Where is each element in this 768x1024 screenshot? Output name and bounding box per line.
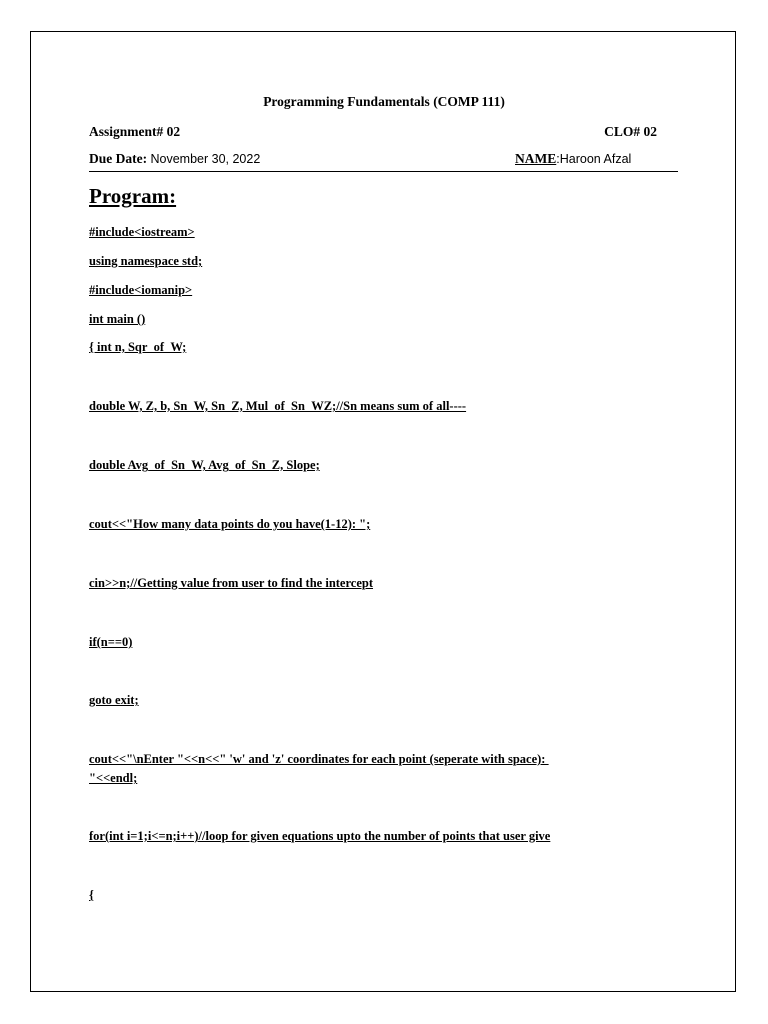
course-title: Programming Fundamentals (COMP 111) — [263, 94, 505, 109]
code-line: goto exit; — [89, 693, 139, 707]
code-line: #include<iomanip> — [89, 283, 193, 297]
code-line: { int n, Sqr_of_W; — [89, 340, 187, 354]
clo-number: CLO# 02 — [604, 124, 657, 139]
code-line: double W, Z, b, Sn_W, Sn_Z, Mul_of_Sn_WZ;//Sn means sum of all---- — [89, 399, 467, 413]
code-line: if(n==0) — [89, 635, 133, 649]
code-line: int main () — [89, 312, 146, 326]
page-border — [30, 31, 736, 992]
code-line: #include<iostream> — [89, 225, 195, 239]
program-heading: Program: — [89, 184, 177, 208]
code-line: { — [89, 888, 94, 902]
code-line: cout<<"How many data points do you have(1-12): "; — [89, 517, 371, 531]
due-date-value: November 30, 2022 — [150, 152, 261, 166]
code-line: "<<endl; — [89, 771, 138, 785]
code-line: cout<<"\nEnter "<<n<<" 'w' and 'z' coordinates for each point (seperate with space): — [89, 752, 549, 766]
name-label: NAME — [515, 151, 557, 166]
student-name — [515, 151, 631, 167]
code-line: double Avg_of_Sn_W, Avg_of_Sn_Z, Slope; — [89, 458, 320, 472]
code-line: using namespace std; — [89, 254, 203, 268]
code-line: cin>>n;//Getting value from user to find the intercept — [89, 576, 374, 590]
assignment-number: Assignment# 02 — [89, 124, 181, 139]
due-date — [89, 151, 260, 167]
code-line: for(int i=1;i<=n;i++)//loop for given equations upto the number of points that user give — [89, 829, 551, 843]
name-value: :Haroon Afzal — [556, 152, 632, 166]
due-date-label: Due Date: — [89, 151, 148, 166]
due-date-row — [89, 151, 678, 172]
